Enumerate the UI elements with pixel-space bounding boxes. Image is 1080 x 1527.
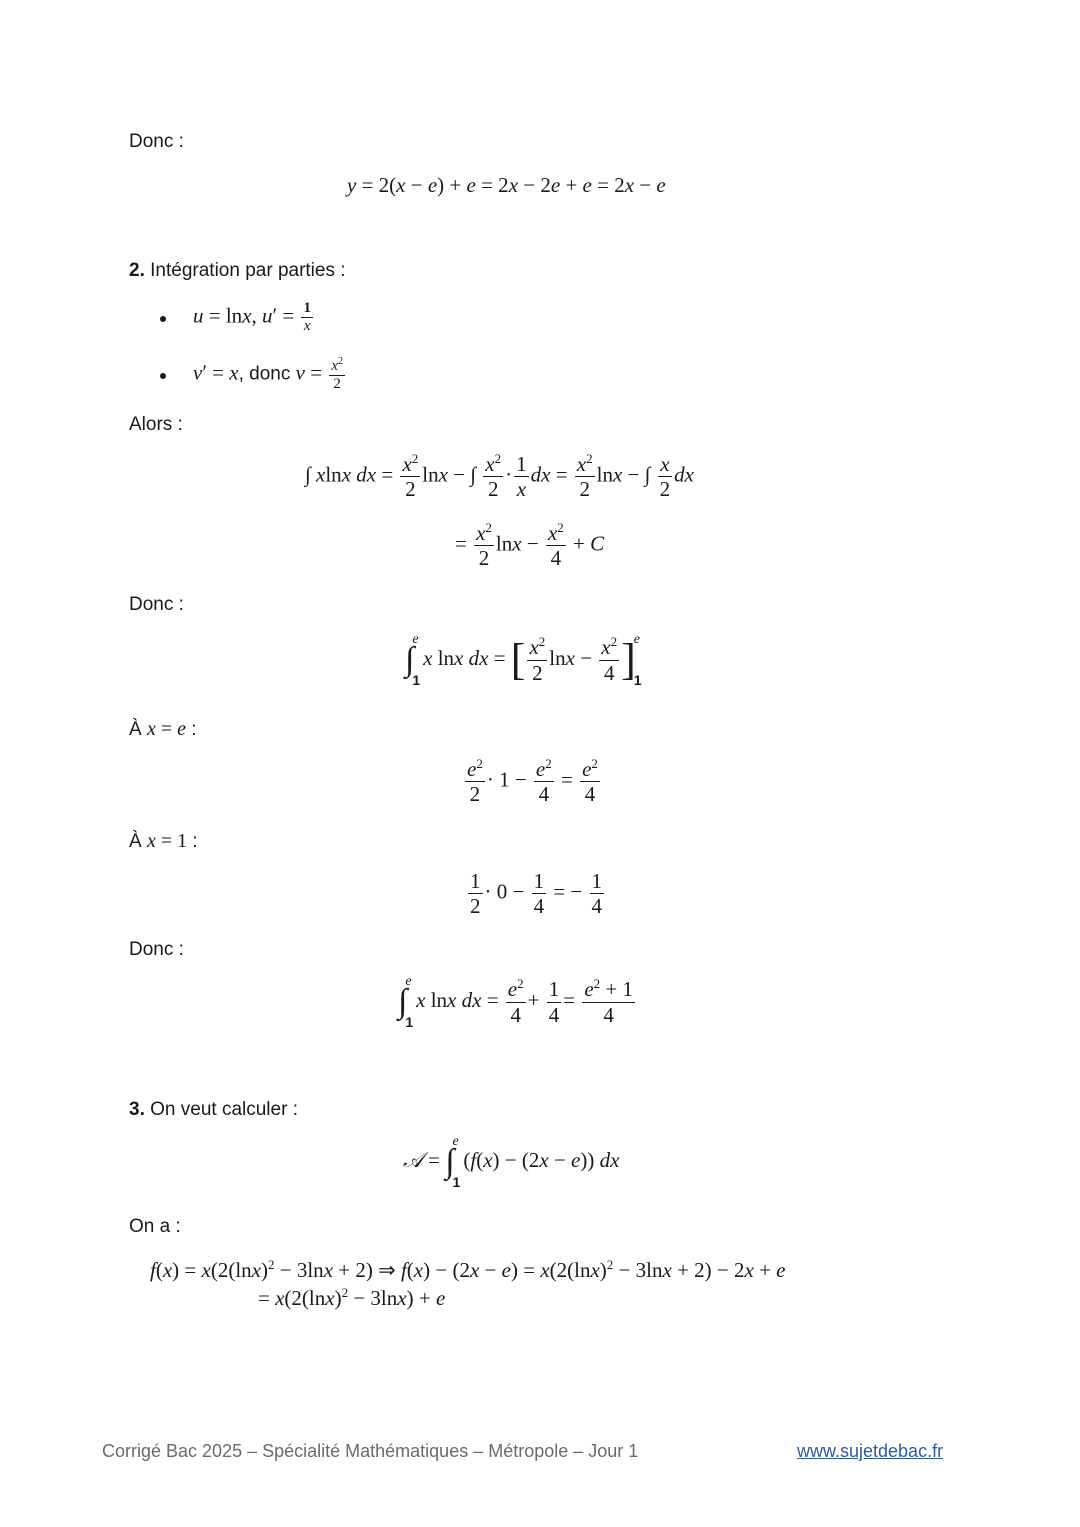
label-at-1: À x = 1 : bbox=[129, 830, 198, 852]
equation-ibp-2: = $\frac{x^2}{2}$ lnx − $\frac{x^2}{4}$ + C bbox=[455, 520, 605, 571]
label-donc-1: Donc : bbox=[129, 131, 184, 152]
section-2-heading: 2. Intégration par parties : bbox=[129, 260, 346, 281]
equation-area: 𝒜 = ∫ e 1 (f(x) − (2x − e)) dx bbox=[403, 1134, 620, 1190]
footer-text: Corrigé Bac 2025 – Spécialité Mathématiques – Métropole – Jour 1 bbox=[102, 1441, 639, 1461]
equation-f-difference-1: $f(x) = x(2(\ln x)^2 - 3\ln x + 2)$ ⇒ $f(x) - (2x - e) = x(2(\ln x)^2 - 3\ln x + 2) - 2x + e$ bbox=[150, 1257, 786, 1282]
label-at-e: À x = e : bbox=[129, 718, 197, 740]
equation-value-at-1: $\frac{1}{2}$ · 0 − $\frac{1}{4}$ = − $\frac{1}{4}$ bbox=[470, 869, 603, 919]
equation-value-at-e: $\frac{e^2}{2}$ · 1 − $\frac{e^2}{4}$ = $\frac{e^2}{4}$ bbox=[467, 756, 598, 807]
equation-tangent: y = 2(x − e) + e = 2x − 2e + e = 2x − e bbox=[347, 173, 666, 197]
equation-u: u = lnx, u′ = $\frac{1}{x}$ bbox=[193, 300, 311, 335]
section-3-heading: 3. On veut calculer : bbox=[129, 1099, 298, 1120]
label-on-a: On a : bbox=[129, 1216, 181, 1237]
equation-v: v′ = x, donc v = $\frac{x^2}{2}$ bbox=[193, 356, 343, 393]
footer-link[interactable]: www.sujetdebac.fr bbox=[797, 1441, 944, 1461]
bullet-icon bbox=[160, 316, 166, 322]
bullet-icon bbox=[160, 373, 166, 379]
equation-ibp-1: ∫ xlnx dx = $\frac{x^2}{2}$ lnx − ∫ $\frac{x^2}{2}$ · $\frac{1}{x}$ dx = $\frac{x^2}{2}$ lnx − ∫ $\frac{x}{2}$ dx bbox=[305, 451, 694, 502]
label-donc-3: Donc : bbox=[129, 939, 184, 960]
equation-f-difference-2: = $x(2(\ln x)^2 - 3\ln x) + e$ bbox=[258, 1285, 446, 1310]
equation-integral-result: ∫ e 1 x lnx dx = $\frac{e^2}{4}$ + $\frac{1}{4}$ = $\frac{e^2 + 1}{4}$ bbox=[398, 974, 633, 1030]
label-donc-2: Donc : bbox=[129, 594, 184, 615]
label-alors: Alors : bbox=[129, 414, 183, 435]
equation-definite-integral: ∫ e 1 x lnx dx = [ $\frac{x^2}{2}$ lnx − $\frac{x^2}{4}$ ] e 1 bbox=[405, 632, 642, 688]
